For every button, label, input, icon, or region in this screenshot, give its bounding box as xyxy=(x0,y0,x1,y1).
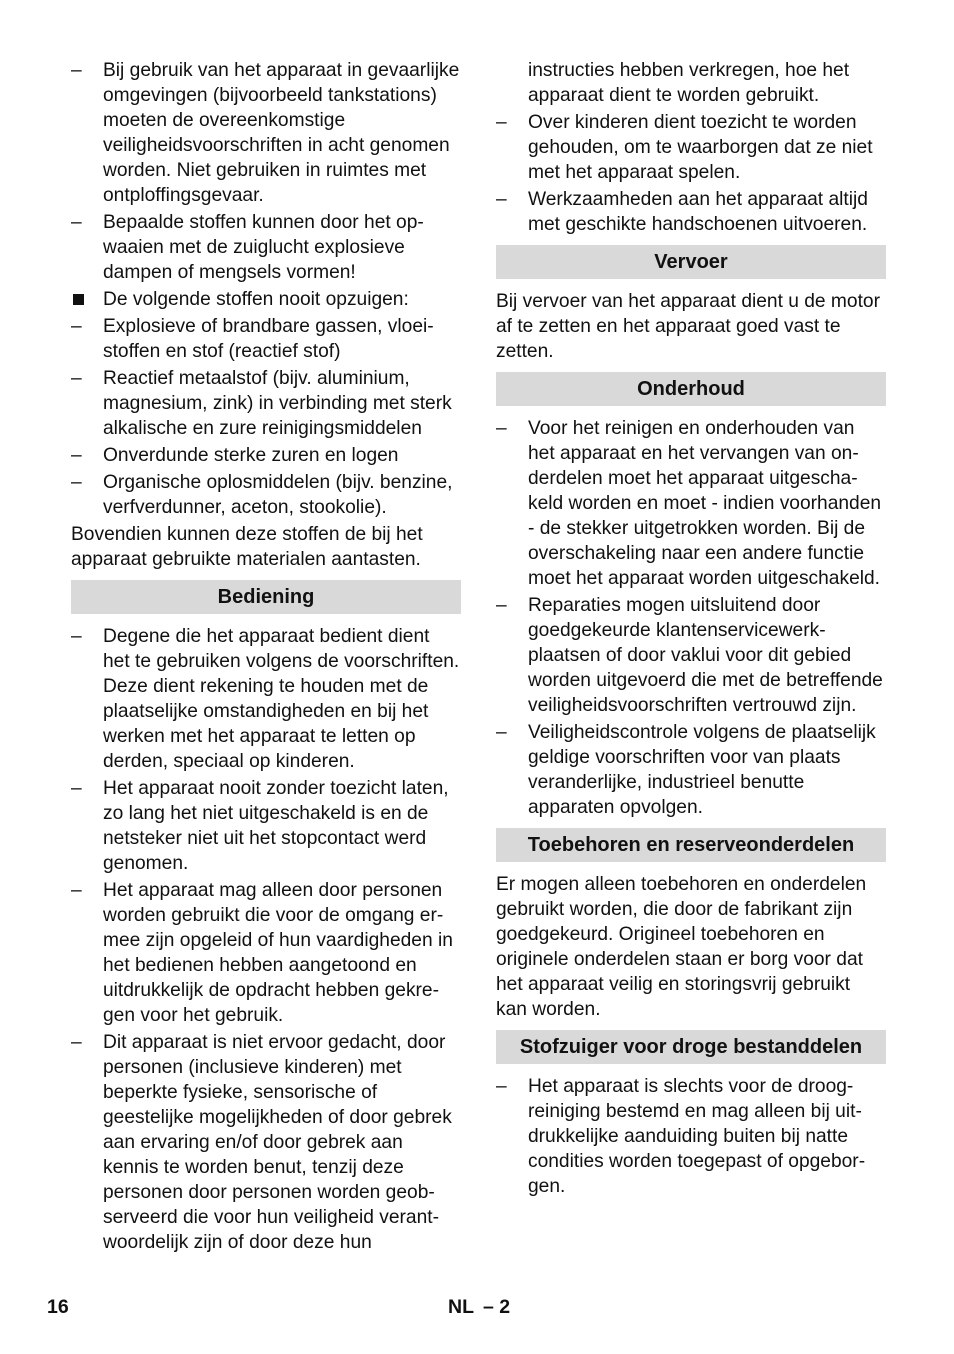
square-bullet-icon xyxy=(73,294,84,305)
list-item-text: De volgende stoffen nooit opzuigen: xyxy=(103,289,409,310)
dash-marker: – xyxy=(71,1032,82,1053)
dash-marker: – xyxy=(496,418,507,439)
dash-marker: – xyxy=(496,722,507,743)
dash-marker: – xyxy=(71,60,82,81)
dash-marker: – xyxy=(71,368,82,389)
dash-marker: – xyxy=(496,1076,507,1097)
section-heading-bediening: Bediening xyxy=(71,580,461,614)
dash-marker: – xyxy=(71,880,82,901)
dash-marker: – xyxy=(496,595,507,616)
paragraph: Er mogen alleen toebehoren en onderdelen gebruikt worden, die door de fabrikant zijn goedgekeurd. Origineel toebehoren en originele onderdelen staan er borg voor dat het apparaat veilig en storingsvrij gebruikt kan worden. xyxy=(496,874,867,1020)
language-code: NL xyxy=(448,1296,474,1318)
list-item-text: Voor het reinigen en onderhouden van het apparaat en het vervangen van onderdelen moet het apparaat uitgeschakeld worden en moet - indien voorhanden - de stekker uitgetrokken worden. Bij de overschakeling naar een andere functie moet het apparaat worden uitgeschakeld. xyxy=(528,418,882,589)
list-item xyxy=(496,1074,886,1199)
dash-marker: – xyxy=(496,189,507,210)
right-column xyxy=(496,58,886,1201)
square-list-item xyxy=(71,287,461,312)
list-item-text: instructies hebben verkregen, hoe het apparaat dient te worden gebruikt. xyxy=(528,60,850,106)
list-item xyxy=(71,1030,461,1255)
list-item xyxy=(496,187,886,237)
list-item-text: Onverdunde sterke zuren en logen xyxy=(103,445,399,466)
dash-marker: – xyxy=(71,445,82,466)
list-item-text: Werkzaamheden aan het apparaat altijd met geschikte handschoenen uitvoeren. xyxy=(528,189,868,235)
list-item-text: Bepaalde stoffen kunnen door het opwaaien met de zuiglucht explosieve dampen of mengsels vormen! xyxy=(103,212,424,283)
list-item xyxy=(496,416,886,591)
dash-marker: – xyxy=(71,316,82,337)
paragraph: Bij vervoer van het apparaat dient u de motor af te zetten en het apparaat goed vast te zetten. xyxy=(496,291,880,362)
list-item xyxy=(496,593,886,718)
section-number: – 2 xyxy=(483,1296,511,1318)
list-item xyxy=(71,366,461,441)
list-item-text: Bij gebruik van het apparaat in gevaarlijke omgevingen (bijvoorbeeld tankstations) moeten de overeenkomstige veiligheidsvoorschriften in acht genomen worden. Niet gebruiken in ruimtes met ontploffingsgevaar. xyxy=(103,60,460,206)
dash-marker: – xyxy=(71,212,82,233)
list-item xyxy=(71,58,461,208)
list-item xyxy=(71,210,461,285)
list-item-continuation xyxy=(496,58,886,108)
list-item-text: Het apparaat mag alleen door personen worden gebruikt die voor de omgang ermee zijn opgeleid of hun vaardigheden in het bedienen hebben aangetoond en uitdrukkelijk de opdracht hebben gekregen voor het gebruik. xyxy=(103,880,453,1026)
list-item xyxy=(71,624,461,774)
section-heading-vervoer: Vervoer xyxy=(496,245,886,279)
dash-marker: – xyxy=(496,112,507,133)
section-heading-stofzuiger: Stofzuiger voor droge bestanddelen xyxy=(496,1030,886,1064)
list-item-text: Het apparaat nooit zonder toezicht laten, zo lang het niet uitgeschakeld is en de netsteker niet uit het stopcontact werd genomen. xyxy=(103,778,449,874)
paragraph: Bovendien kunnen deze stoffen de bij het apparaat gebruikte materialen aantasten. xyxy=(71,524,423,570)
list-item xyxy=(496,720,886,820)
list-item-text: Dit apparaat is niet ervoor gedacht, door personen (inclusieve kinderen) met beperkte fysieke, sensorische of geestelijke mogelijkheden of door gebrek aan ervaring en/of door gebrek aan kennis te worden benut, tenzij deze personen door personen worden geobserveerd die voor hun veiligheid verantwoordelijk zijn of door deze hun xyxy=(103,1032,452,1253)
list-item xyxy=(496,110,886,185)
list-item-text: Het apparaat is slechts voor de droogreiniging bestemd en mag alleen bij uitdrukkelijke aanduiding buiten bij natte condities worden toegepast of opgeborgen. xyxy=(528,1076,866,1197)
list-item-text: Organische oplosmiddelen (bijv. benzine, verfverdunner, aceton, stookolie). xyxy=(103,472,453,518)
list-item xyxy=(71,470,461,520)
page-number: 16 xyxy=(47,1296,69,1318)
list-item-text: Veiligheidscontrole volgens de plaatselijk geldige voorschriften voor van plaats veranderlijke, industrieel benutte apparaten opvolgen. xyxy=(528,722,876,818)
list-item-text: Reactief metaalstof (bijv. aluminium, magnesium, zink) in verbinding met sterk alkalische en zure reinigingsmiddelen xyxy=(103,368,452,439)
list-item xyxy=(71,314,461,364)
section-heading-onderhoud: Onderhoud xyxy=(496,372,886,406)
dash-marker: – xyxy=(71,778,82,799)
list-item-text: Explosieve of brandbare gassen, vloeistoffen en stof (reactief stof) xyxy=(103,316,434,362)
list-item xyxy=(71,776,461,876)
list-item xyxy=(71,878,461,1028)
section-heading-toebehoren: Toebehoren en reserveonderdelen xyxy=(496,828,886,862)
list-item-text: Degene die het apparaat bedient dient het te gebruiken volgens de voorschriften. Deze dient rekening te houden met de plaatselijke omstandigheden en bij het werken met het apparaat te letten op derden, speciaal op kinderen. xyxy=(103,626,460,772)
dash-marker: – xyxy=(71,626,82,647)
list-item xyxy=(71,443,461,468)
list-item-text: Reparaties mogen uitsluitend door goedgekeurde klantenservicewerkplaatsen of door vaklui voor dit gebied worden uitgevoerd die met de betreffende veiligheidsvoorschriften vertrouwd zijn. xyxy=(528,595,883,716)
list-item-text: Over kinderen dient toezicht te worden gehouden, om te waarborgen dat ze niet met het apparaat spelen. xyxy=(528,112,873,183)
dash-marker: – xyxy=(71,472,82,493)
left-column xyxy=(71,58,461,1257)
